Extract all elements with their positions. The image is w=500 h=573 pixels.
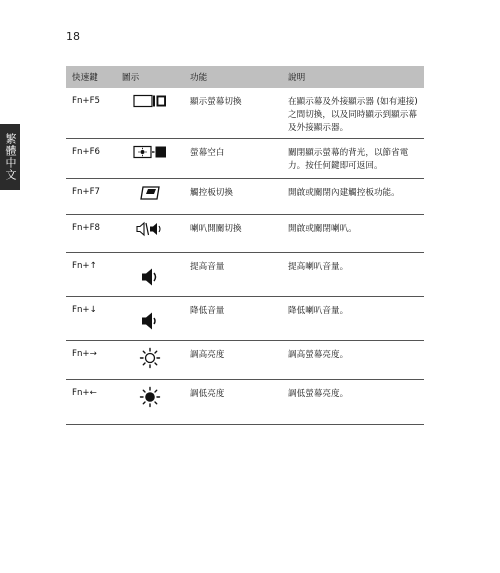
- header-description: 說明: [288, 73, 306, 83]
- table-row: [66, 340, 424, 379]
- hotkey-cell: Fn+F6: [66, 138, 112, 178]
- hotkey-cell: Fn+←: [66, 379, 112, 424]
- hotkey-cell: Fn+↓: [66, 296, 112, 340]
- display-toggle-icon: [133, 94, 167, 108]
- table-row: [66, 379, 424, 424]
- description-cell: 提高喇叭音量。: [282, 252, 424, 296]
- table-row: [66, 138, 424, 178]
- touchpad-toggle-icon: [139, 185, 161, 201]
- function-cell: 觸控板切換: [184, 178, 282, 214]
- description-cell: 關閉顯示螢幕的背光，以節省電力。按任何鍵即可返回。: [282, 138, 424, 178]
- function-cell: 喇叭開關切換: [184, 214, 282, 252]
- description-cell: 在顯示幕及外接顯示器 (如有連接) 之間切換，以及同時顯示到顯示幕及外接顯示器。: [282, 88, 424, 138]
- hotkey-table: [66, 66, 424, 425]
- header-hotkey: 快速鍵: [72, 73, 98, 83]
- header-function: 功能: [190, 73, 208, 83]
- function-cell: 調低亮度: [184, 379, 282, 424]
- hotkey-cell: Fn+↑: [66, 252, 112, 296]
- header-icon: 圖示: [122, 73, 140, 83]
- table-row: [66, 252, 424, 296]
- description-cell: 調低螢幕亮度。: [282, 379, 424, 424]
- description-cell: 開啟或關閉喇叭。: [282, 214, 424, 252]
- hotkey-cell: Fn+→: [66, 340, 112, 379]
- hotkey-cell: Fn+F7: [66, 178, 112, 214]
- volume-down-icon: [141, 311, 159, 331]
- function-cell: 降低音量: [184, 296, 282, 340]
- brightness-up-icon: [139, 347, 161, 369]
- function-cell: 調高亮度: [184, 340, 282, 379]
- table-header: [66, 66, 424, 88]
- speaker-toggle-icon: [136, 221, 164, 237]
- language-side-tab: 繁體中文: [0, 124, 20, 190]
- page-number: 18: [66, 30, 80, 43]
- table-row: [66, 178, 424, 214]
- volume-up-icon: [141, 267, 159, 287]
- brightness-down-icon: [139, 386, 161, 408]
- description-cell: 開啟或關閉內建觸控板功能。: [282, 178, 424, 214]
- table-row: [66, 214, 424, 252]
- description-cell: 降低喇叭音量。: [282, 296, 424, 340]
- table-row: [66, 88, 424, 138]
- function-cell: 顯示螢幕切換: [184, 88, 282, 138]
- function-cell: 提高音量: [184, 252, 282, 296]
- hotkey-cell: Fn+F8: [66, 214, 112, 252]
- screen-blank-icon: [133, 145, 167, 159]
- function-cell: 螢幕空白: [184, 138, 282, 178]
- hotkey-cell: Fn+F5: [66, 88, 112, 138]
- table-row: [66, 296, 424, 340]
- description-cell: 調高螢幕亮度。: [282, 340, 424, 379]
